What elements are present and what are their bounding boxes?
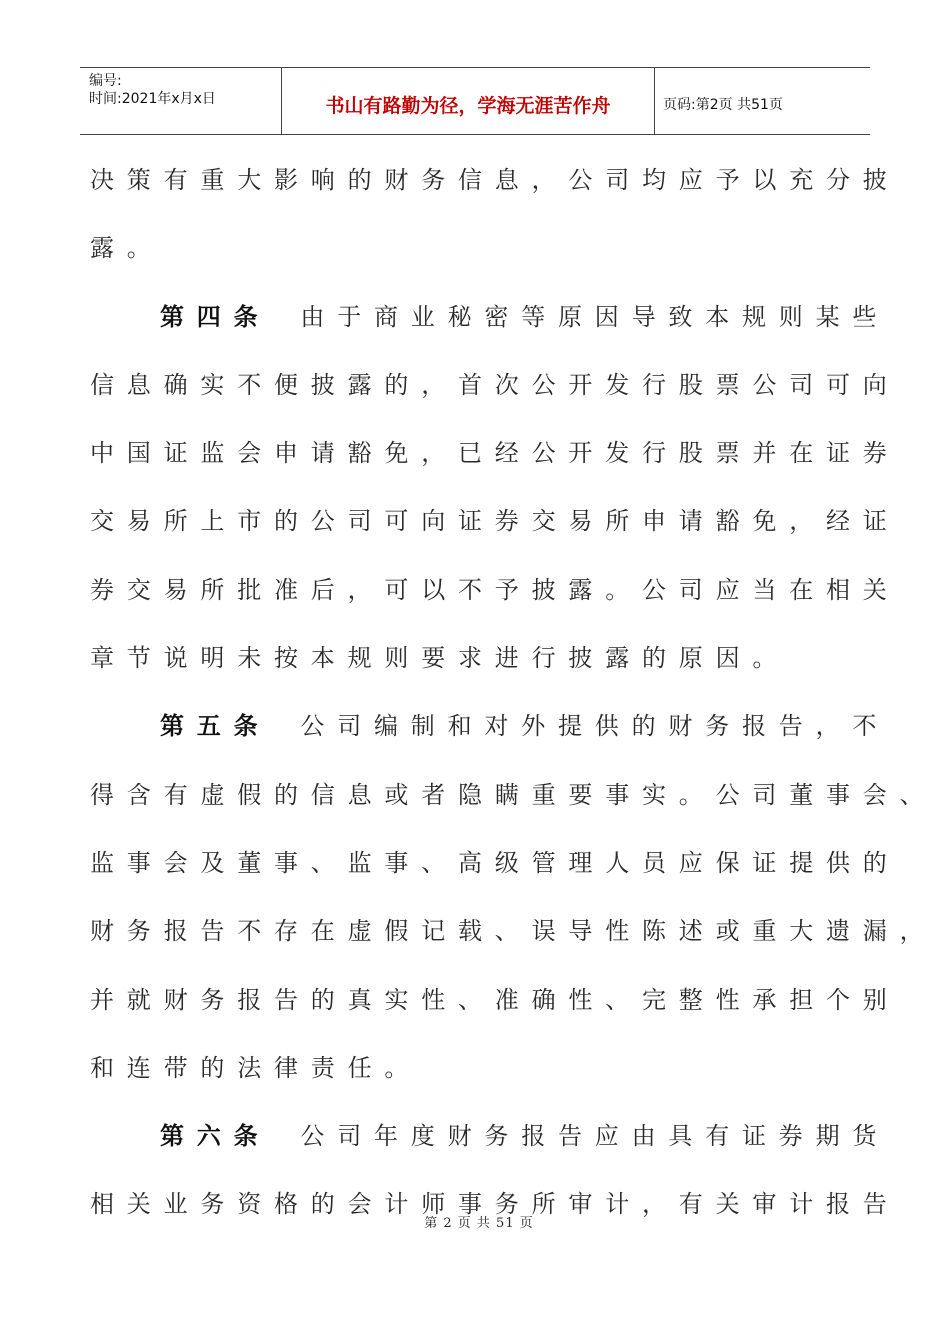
text-line: 章节说明未按本规则要求进行披露的原因。 bbox=[90, 644, 790, 673]
header-meta bbox=[80, 68, 282, 134]
document-body bbox=[90, 146, 937, 1239]
header-page-info: 页码:第2页 共51页 bbox=[663, 97, 783, 113]
text-line: 财务报告不存在虚假记载、误导性陈述或重大遗漏， bbox=[90, 917, 937, 946]
text-line: 券交易所批准后，可以不予披露。公司应当在相关 bbox=[90, 575, 900, 604]
text-line: 得含有虚假的信息或者隐瞒重要事实。公司董事会、 bbox=[90, 780, 937, 809]
article-6-line bbox=[90, 1102, 890, 1170]
text-line: 公司编制和对外提供的财务报告，不 bbox=[300, 712, 890, 741]
text-line: 决策有重大影响的财务信息，公司均应予以充分披 bbox=[90, 166, 900, 194]
article-4-heading: 第四条 bbox=[160, 301, 271, 331]
document-number-label: 编号: bbox=[89, 73, 122, 89]
text-line: 公司年度财务报告应由具有证券期货 bbox=[300, 1122, 890, 1151]
document-time-label: 时间:2021年x月x日 bbox=[89, 91, 216, 107]
text-line: 交易所上市的公司可向证券交易所申请豁免，经证 bbox=[90, 507, 900, 536]
article-4-line bbox=[90, 283, 890, 351]
header-motto: 书山有路勤为径，学海无涯苦作舟 bbox=[282, 68, 655, 134]
text-line: 并就财务报告的真实性、准确性、完整性承担个别 bbox=[90, 985, 900, 1014]
article-6-heading: 第六条 bbox=[160, 1121, 271, 1151]
text-line: 露。 bbox=[90, 234, 164, 263]
text-line: 由于商业秘密等原因导致本规则某些 bbox=[300, 302, 890, 331]
text-line: 信息确实不便披露的，首次公开发行股票公司可向 bbox=[90, 370, 900, 399]
article-5-line bbox=[90, 692, 890, 760]
text-line: 和连带的法律责任。 bbox=[90, 1053, 422, 1082]
text-line: 监事会及董事、监事、高级管理人员应保证提供的 bbox=[90, 848, 900, 877]
text-line: 相关业务资格的会计师事务所审计，有关审计报告 bbox=[90, 1190, 900, 1219]
text-line: 中国证监会申请豁免，已经公开发行股票并在证券 bbox=[90, 439, 900, 468]
page-footer: 第 2 页 共 51 页 bbox=[424, 1216, 534, 1231]
page-header bbox=[80, 67, 870, 135]
article-5-heading: 第五条 bbox=[160, 711, 271, 741]
